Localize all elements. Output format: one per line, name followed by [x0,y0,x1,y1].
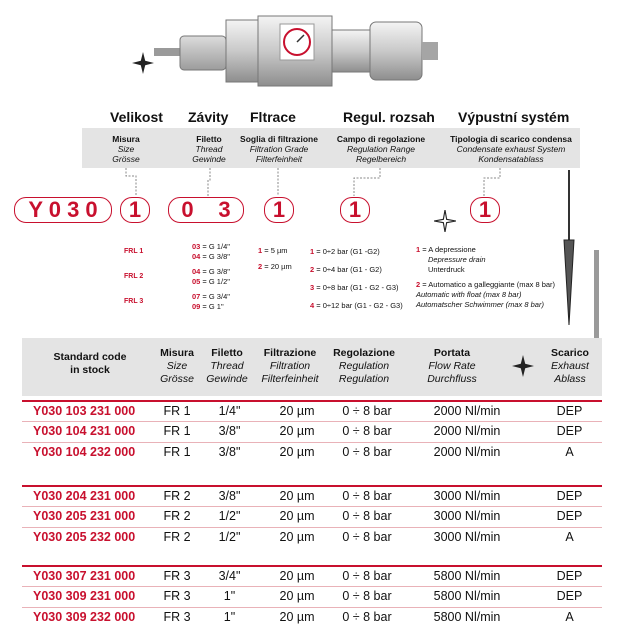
size-cell: FR 2 [163,509,191,523]
legend-regulation [310,247,403,311]
th-thread: Filetto Thread Gewinde [206,347,248,385]
flow-rate-cell: 2000 Nl/min [433,445,501,459]
legend-exhaust-row: 1 = A depressione [416,245,476,254]
regulation-cell: 0 ÷ 8 bar [342,445,392,459]
legend-filtration [258,246,292,272]
filter-cell: 20 µm [279,530,315,544]
header-size-cz: Velikost [110,109,163,125]
size-cell: FR 3 [163,589,191,603]
regulation-cell: 0 ÷ 8 bar [342,530,392,544]
regulation-cell: 0 ÷ 8 bar [342,489,392,503]
legend-exhaust-en: Depressure drain [428,255,486,264]
connector-lines [0,166,640,200]
discharge-cell: DEP [556,569,583,583]
header-regulation-multi: Campo di regolazione Regulation Range Regelbereich [336,134,426,164]
product-code: Y030 204 231 000 [33,489,136,503]
thread-cell: 3/8" [218,424,241,438]
size-cell: FR 1 [163,445,191,459]
legend-size-2: FRL 2 [124,273,144,280]
filter-cell: 20 µm [279,610,315,624]
flow-rate-cell: 5800 Nl/min [433,569,501,583]
discharge-cell: DEP [556,404,583,418]
legend-thread-row: 05 = G 1/2" [192,277,230,286]
table-row [22,421,602,442]
regulation-cell: 0 ÷ 8 bar [342,569,392,583]
code-thread [168,197,244,223]
size-cell: FR 1 [163,404,191,418]
legend-thread-row: 07 = G 3/4" [192,292,230,301]
legend-exhaust-en: Automatic with float (max 8 bar) [416,290,522,299]
legend-regulation-row: 1 = 0÷2 bar (G1 -G2) [310,247,380,256]
discharge-cell: DEP [556,489,583,503]
flow-rate-cell: 2000 Nl/min [433,424,501,438]
table-row [22,586,602,607]
arrow-down-icon [560,170,578,330]
regulation-cell: 0 ÷ 8 bar [342,509,392,523]
regulation-cell: 0 ÷ 8 bar [342,610,392,624]
product-code: Y030 104 232 000 [33,445,136,459]
filter-cell: 20 µm [279,509,315,523]
discharge-cell: A [565,530,574,544]
product-code: Y030 307 231 000 [33,569,136,583]
code-thread-digit-a: 0 [181,197,194,222]
thread-cell: 1/2" [218,530,241,544]
table-row [22,506,602,527]
legend-filtration-row: 2 = 20 µm [258,262,292,271]
header-regulation-cz: Regul. rozsah [343,109,435,125]
legend-threads [192,242,230,312]
table-row [22,565,602,587]
legend-filtration-row: 1 = 5 µm [258,246,288,255]
code-thread-digit-b: 3 [218,197,231,222]
flow-rate-cell: 3000 Nl/min [433,509,501,523]
header-exhaust-multi: Tipologia di scarico condensa Condensate exhaust System Kondensatablass [450,134,572,164]
legend-exhaust-de: Automatscher Schwimmer (max 8 bar) [416,300,544,309]
discharge-cell: A [565,445,574,459]
legend-thread-row: 04 = G 3/8" [192,252,230,261]
legend-size-3: FRL 3 [124,298,144,305]
legend-regulation-row: 2 = 0÷4 bar (G1 - G2) [310,265,382,274]
product-code: Y030 205 231 000 [33,509,136,523]
regulation-cell: 0 ÷ 8 bar [342,589,392,603]
header-size-multi: Misura Size Grösse [112,134,140,164]
legend-exhaust [416,245,555,310]
filter-cell: 20 µm [279,589,315,603]
discharge-cell: DEP [556,589,583,603]
product-code: Y030 104 231 000 [33,424,136,438]
table-row [22,527,602,548]
regulation-cell: 0 ÷ 8 bar [342,424,392,438]
legend-thread-row: 04 = G 3/8" [192,267,230,276]
filter-cell: 20 µm [279,489,315,503]
product-code: Y030 205 232 000 [33,530,136,544]
flow-rate-cell: 5800 Nl/min [433,589,501,603]
flow-rate-cell: 3000 Nl/min [433,530,501,544]
star-outline-icon [434,210,456,232]
header-thread-multi: Filetto Thread Gewinde [192,134,226,164]
product-code: Y030 309 231 000 [33,589,136,603]
thread-cell: 1" [223,589,236,603]
th-filter: Filtrazione Filtration Filterfeinheit [261,347,319,385]
table-row [22,607,602,628]
legend-regulation-row: 3 = 0÷8 bar (G1 - G2 - G3) [310,283,399,292]
legend-exhaust-row: 2 = Automatico a galleggiante (max 8 bar) [416,280,556,289]
discharge-cell: DEP [556,509,583,523]
filter-cell: 20 µm [279,404,315,418]
code-exhaust: 1 [470,197,500,223]
code-filtration: 1 [264,197,294,223]
code-regulation: 1 [340,197,370,223]
th-flow: Portata Flow Rate Durchfluss [427,347,477,385]
product-code: Y030 309 232 000 [33,610,136,624]
flow-rate-cell: 5800 Nl/min [433,610,501,624]
thread-cell: 1/4" [218,404,241,418]
star-icon [132,52,154,74]
thread-cell: 1/2" [218,509,241,523]
header-filtration-multi: Soglia di filtrazione Filtration Grade Filterfeinheit [240,134,318,164]
size-cell: FR 1 [163,424,191,438]
th-size: Misura Size Grösse [160,347,194,385]
th-discharge: Scarico Exhaust Ablass [551,347,589,385]
th-code: Standard code in stock [53,351,127,376]
legend-regulation-row: 4 = 0÷12 bar (G1 - G2 - G3) [310,301,403,310]
discharge-cell: DEP [556,424,583,438]
header-filtration-cz: Fltrace [250,109,296,125]
table-row [22,442,602,463]
thread-cell: 3/4" [218,569,241,583]
thread-cell: 3/8" [218,489,241,503]
size-cell: FR 2 [163,489,191,503]
legend-thread-row: 03 = G 1/4" [192,242,230,251]
thread-cell: 3/8" [218,445,241,459]
discharge-cell: A [565,610,574,624]
filter-cell: 20 µm [279,424,315,438]
header-thread-cz: Závity [188,109,229,125]
header-exhaust-cz: Výpustní systém [458,109,570,125]
code-size: 1 [120,197,150,223]
code-prefix: Y 0 3 0 [14,197,112,223]
th-regulation: Regolazione Regulation Regulation [333,347,395,385]
flow-rate-cell: 2000 Nl/min [433,404,501,418]
size-cell: FR 3 [163,569,191,583]
regulation-cell: 0 ÷ 8 bar [342,404,392,418]
product-image [150,6,450,94]
product-code: Y030 103 231 000 [33,404,136,418]
table-row [22,400,602,422]
legend-size-1: FRL 1 [124,248,144,255]
filter-cell: 20 µm [279,569,315,583]
star-icon [512,355,534,377]
size-cell: FR 3 [163,610,191,624]
table-row [22,485,602,507]
legend-thread-row: 09 = G 1" [192,302,224,311]
size-cell: FR 2 [163,530,191,544]
thread-cell: 1" [223,610,236,624]
legend-exhaust-de: Unterdruck [428,265,465,274]
flow-rate-cell: 3000 Nl/min [433,489,501,503]
filter-cell: 20 µm [279,445,315,459]
